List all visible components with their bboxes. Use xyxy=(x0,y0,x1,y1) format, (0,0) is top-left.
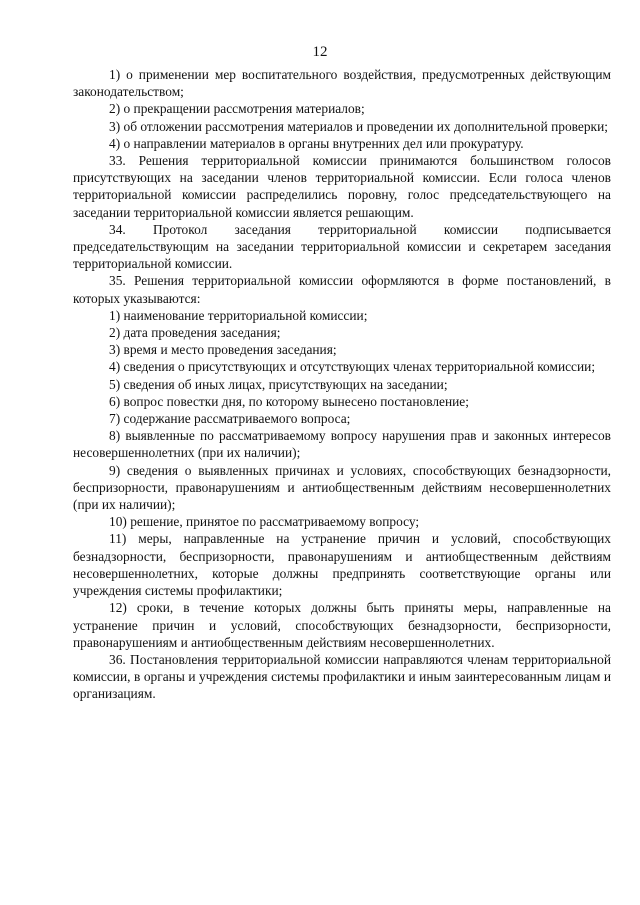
paragraph: 10) решение, принятое по рассматриваемому вопросу; xyxy=(109,514,420,530)
paragraph: 11) меры, направленные на устранение причин и условий, способствующих безнадзорности, беспризорности, правонарушениям и антиобщественным действиям несовершеннолетних, которые должны предпринять соответствующие органы или учреждения системы профилактики; xyxy=(73,531,611,599)
paragraph: 3) время и место проведения заседания; xyxy=(109,342,337,358)
paragraph: 33. Решения территориальной комиссии принимаются большинством голосов присутствующих на заседании членов территориальной комиссии. Если голоса членов территориальной комиссии распределились поровну, голос председательствующего на заседании территориальной комиссии является решающим. xyxy=(73,153,611,220)
paragraph: 2) о прекращении рассмотрения материалов; xyxy=(109,101,365,117)
document-body xyxy=(73,66,611,703)
paragraph: 3) об отложении рассмотрения материалов и проведении их дополнительной проверки; xyxy=(109,118,608,134)
paragraph: 12) сроки, в течение которых должны быть приняты меры, направленные на устранение причин и условий, способствующих безнадзорности, беспризорности, правонарушениям и антиобщественным действиям несовершеннолетних. xyxy=(73,600,611,650)
paragraph: 9) сведения о выявленных причинах и условиях, способствующих безнадзорности, беспризорности, правонарушениям и антиобщественным действиям несовершеннолетних (при их наличии); xyxy=(73,462,611,513)
paragraph: 7) содержание рассматриваемого вопроса; xyxy=(109,411,351,427)
paragraph: 1) наименование территориальной комиссии; xyxy=(109,307,368,323)
page-number: 12 xyxy=(312,44,328,60)
paragraph: 8) выявленные по рассматриваемому вопросу нарушения прав и законных интересов несовершеннолетних (при их наличии); xyxy=(73,428,611,461)
paragraph: 5) сведения об иных лицах, присутствующих на заседании; xyxy=(109,376,448,392)
paragraph: 1) о применении мер воспитательного воздействия, предусмотренных действующим законодательством; xyxy=(73,67,611,100)
paragraph: 4) сведения о присутствующих и отсутствующих членах территориальной комиссии; xyxy=(109,359,596,375)
paragraph: 6) вопрос повестки дня, по которому вынесено постановление; xyxy=(109,393,469,409)
paragraph: 36. Постановления территориальной комиссии направляются членам территориальной комиссии, в органы и учреждения системы профилактики и иным заинтересованным лицам и организациям. xyxy=(73,651,611,702)
paragraph: 35. Решения территориальной комиссии оформляются в форме постановлений, в которых указываются: xyxy=(73,273,611,306)
paragraph: 4) о направлении материалов в органы внутренних дел или прокуратуру. xyxy=(109,135,524,151)
paragraph: 34. Протокол заседания территориальной комиссии подписывается председательствующим на заседании территориальной комиссии и секретарем заседания территориальной комиссии. xyxy=(73,221,611,272)
paragraph: 2) дата проведения заседания; xyxy=(109,325,281,341)
